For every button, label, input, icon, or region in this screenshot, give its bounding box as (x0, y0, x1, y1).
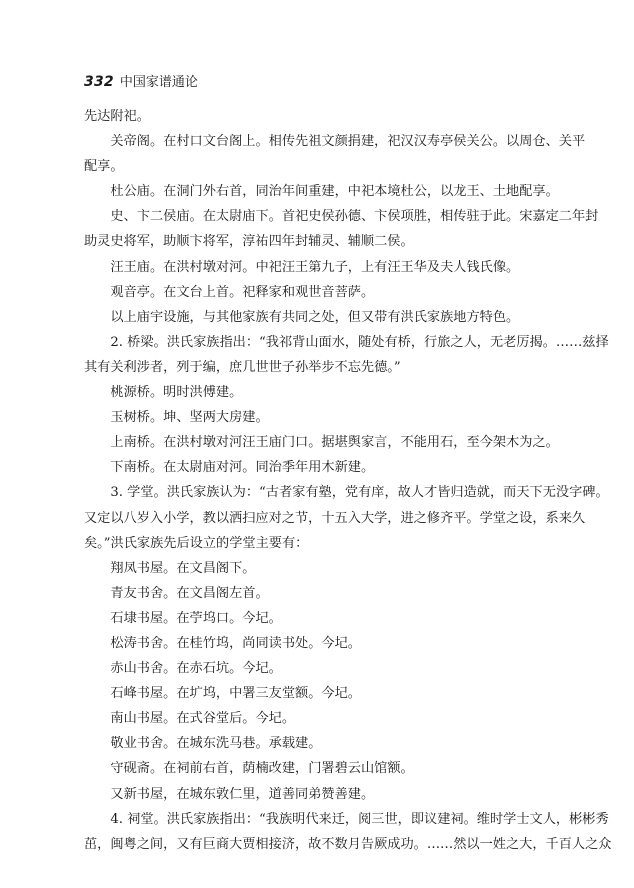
text-line: 助灵史将军，助顺卞将军，淳祐四年封辅灵、辅顺二侯。 (84, 234, 414, 250)
text-line: 观音亭。在文台上首。祀释家和观世音菩萨。 (110, 284, 375, 300)
text-line: 杜公庙。在洞门外右首，同治年间重建，中祀本境杜公，以龙王、土地配享。 (110, 184, 559, 200)
text-line: 石峰书屋。在圹坞，中署三友堂额。今圮。 (110, 686, 361, 702)
text-line: 2. 桥梁。洪氏家族指出：“我祁背山面水，随处有桥，行旅之人，无老厉揭。……兹择 (110, 334, 609, 350)
text-line: 翔凤书屋。在文昌阁下。 (110, 560, 256, 576)
text-line: 又定以八岁入小学，教以洒扫应对之节，十五入大学，进之修齐平。学堂之设，系来久 (84, 510, 586, 526)
text-line: 汪王庙。在洪村墩对河。中祀汪王第九子，上有汪王华及夫人钱氏像。 (110, 259, 520, 275)
text-line: 南山书屋。在式谷堂后。今圮。 (110, 711, 296, 727)
text-line: 桃源桥。明时洪傅建。 (110, 385, 243, 401)
text-line: 3. 学堂。洪氏家族认为：“古者家有塾，党有庠，故人才皆归造就，而天下无没字碑。 (110, 485, 609, 501)
text-line: 先达附祀。 (84, 109, 150, 124)
text-line: 矣。”洪氏家族先后设立的学堂主要有： (84, 535, 309, 551)
text-line: 史、卞二侯庙。在太尉庙下。首祀史侯孙德、卞侯项胜，相传驻于此。宋嘉定二年封 (110, 209, 599, 225)
text-line: 上南桥。在洪村墩对河汪王庙门口。据堪舆家言，不能用石，至今架木为之。 (110, 435, 559, 451)
text-line: 赤山书舍。在赤石坑。今圮。 (110, 661, 282, 677)
text-line: 守砚斋。在祠前右首，荫楠改建，门署碧云山馆额。 (110, 761, 414, 777)
page-header (84, 71, 554, 93)
text-line: 关帝阁。在村口文台阁上。相传先祖文颜捐建，祀汉汉寿亭侯关公。以周仓、关平 (110, 134, 586, 150)
text-line: 玉树桥。坤、坚两大房建。 (110, 410, 269, 426)
body-text (84, 104, 612, 857)
text-line: 敬业书舍。在城东洗马巷。承载建。 (110, 736, 322, 752)
text-line: 松涛书舍。在桂竹坞，尚同读书处。今圮。 (110, 635, 361, 651)
text-line: 配享。 (84, 159, 124, 175)
page-number: 332 (84, 74, 114, 90)
text-line: 石埭书屋。在苧坞口。今圮。 (110, 610, 282, 626)
text-line: 以上庙宇设施，与其他家族有共同之处，但又带有洪氏家族地方特色。 (110, 309, 520, 325)
text-line: 青友书舍。在文昌阁左首。 (110, 585, 269, 601)
text-line: 又新书屋，在城东敦仁里，道善同弟赞善建。 (110, 786, 375, 802)
book-title: 中国家谱通论 (119, 75, 198, 90)
text-line: 其有关利涉者，列于编，庶几世世子孙举步不忘先德。” (84, 359, 401, 375)
text-line: 茁，闽粤之间，又有巨商大贾相接济，故不数月告厥成功。……然以一姓之大，千百人之众 (84, 836, 612, 852)
text-line: 4. 祠堂。洪氏家族指出：“我族明代来迁，阅三世，即议建祠。维时学士文人，彬彬秀 (110, 811, 609, 827)
text-line: 下南桥。在太尉庙对河。同治季年用木新建。 (110, 460, 375, 476)
